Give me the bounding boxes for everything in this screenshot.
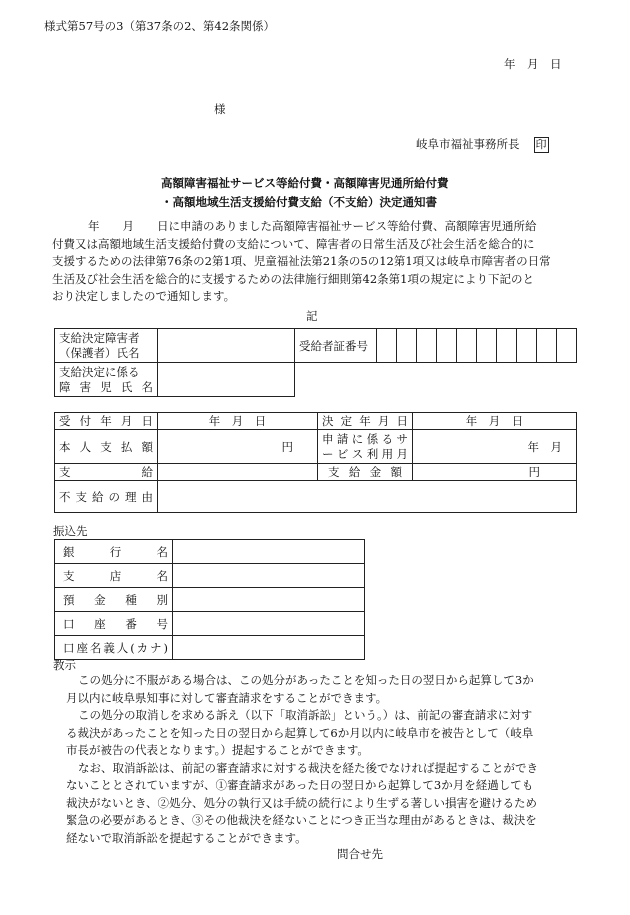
- bank-table: [54, 539, 365, 660]
- cert-digit[interactable]: [517, 329, 537, 363]
- body-line: 生活及び社会生活を総合的に支援するための法律施行細則第42条第1項の規定により下記のと: [52, 271, 534, 286]
- cert-digit[interactable]: [417, 329, 437, 363]
- decision-date-label: 決定年月日: [318, 413, 413, 430]
- seal-box: 印: [535, 138, 547, 151]
- notice-line: る裁決があったことを知った日の翌日から起算して6か月以内に岐阜市を被告として（岐阜: [66, 725, 534, 740]
- cert-digit[interactable]: [497, 329, 517, 363]
- account-number-field[interactable]: [173, 612, 365, 636]
- bank-heading: 振込先: [53, 524, 88, 538]
- issuer-name: 岐阜市福祉事務所長: [416, 137, 520, 151]
- account-holder-label: 口座名義人(カナ): [55, 636, 173, 660]
- notice-line: 裁決がないとき、②処分、処分の執行又は手続の続行により生ずる著しい損害を避けるため: [66, 795, 538, 810]
- child-name-label: 支給決定に係る 障害児氏名: [55, 363, 158, 397]
- decision-date-field[interactable]: 年 月 日: [413, 413, 577, 430]
- payment-field[interactable]: [158, 464, 318, 481]
- bank-name-label: 銀行名: [55, 540, 173, 564]
- account-type-label: 預金種別: [55, 588, 173, 612]
- reason-field[interactable]: [158, 481, 577, 513]
- cert-digit[interactable]: [377, 329, 397, 363]
- title-line-1: 高額障害福祉サービス等給付費・高額障害児通所給付費: [161, 176, 449, 190]
- branch-name-label: 支店名: [55, 564, 173, 588]
- child-name-field[interactable]: [158, 363, 295, 397]
- body-line: 付費又は高額地域生活支援給付費の支給について、障害者の日常生活及び社会生活を総合的に: [52, 236, 535, 251]
- service-month-field[interactable]: 年 月: [413, 430, 577, 464]
- addressee-suffix: 様: [214, 102, 226, 116]
- body-line: おり決定しましたので通知します。: [52, 289, 236, 303]
- notice-paragraph: [66, 672, 586, 847]
- recipient-table: [54, 328, 577, 397]
- self-pay-field[interactable]: 円: [158, 430, 318, 464]
- decision-table: [54, 412, 577, 513]
- notice-line: 市長が被告の代表となります。）提起することができます。: [66, 743, 369, 757]
- payment-amount-field[interactable]: 円: [413, 464, 577, 481]
- cert-digit[interactable]: [397, 329, 417, 363]
- notice-line: 月以内に岐阜県知事に対して審査請求をすることができます。: [66, 690, 388, 705]
- service-month-label: 申請に係るサ ービス利用月: [318, 430, 413, 464]
- cert-digit[interactable]: [557, 329, 577, 363]
- notice-line: ないこととされていますが、①審査請求があった日の翌日から起算して3か月を経過しても: [66, 778, 534, 792]
- notice-line: なお、取消訴訟は、前記の審査請求に対する裁決を経た後でなければ提起することができ: [78, 760, 538, 775]
- issue-date: 年 月 日: [504, 57, 562, 71]
- contact-label: 問合せ先: [337, 847, 383, 861]
- reason-label: 不支給の理由: [55, 481, 158, 513]
- recipient-name-field[interactable]: [158, 329, 295, 363]
- body-line: 支援するための法律第76条の2第1項、児童福祉法第21条の5の12第1項又は岐阜市障害者の日常: [52, 254, 551, 268]
- cert-number-label: 受給者証番号: [295, 329, 377, 363]
- notice-line: この処分に不服がある場合は、この処分があったことを知った日の翌日から起算して3か: [78, 673, 534, 687]
- cert-digit[interactable]: [457, 329, 477, 363]
- title-line-2: ・高額地域生活支援給付費支給（不支給）決定通知書: [161, 195, 437, 209]
- branch-name-field[interactable]: [173, 564, 365, 588]
- account-type-field[interactable]: [173, 588, 365, 612]
- self-pay-label: 本人支払額: [55, 430, 158, 464]
- cert-digit[interactable]: [437, 329, 457, 363]
- notice-line: 緊急の必要があるとき、③その他裁決を経ないことにつき正当な理由があるときは、裁決を: [66, 813, 537, 827]
- payment-amount-label: 支給金額: [318, 464, 413, 481]
- form-number: 様式第57号の3（第37条の2、第42条関係）: [44, 19, 276, 33]
- payment-label: 支 給: [55, 464, 158, 481]
- account-holder-field[interactable]: [173, 636, 365, 660]
- reception-date-label: 受付年月日: [55, 413, 158, 430]
- reception-date-field[interactable]: 年 月 日: [158, 413, 318, 430]
- account-number-label: 口座番号: [55, 612, 173, 636]
- notice-heading: 教示: [53, 658, 76, 672]
- ki-mark: 記: [306, 309, 318, 323]
- issuer: [416, 136, 549, 153]
- body-date-line: 年 月 日に申請のありました高額障害福祉サービス等給付費、高額障害児通所給: [88, 219, 537, 233]
- recipient-name-label: 支給決定障害者 （保護者）氏名: [55, 329, 158, 363]
- cert-digit[interactable]: [477, 329, 497, 363]
- bank-name-field[interactable]: [173, 540, 365, 564]
- notice-line: この処分の取消しを求める訴え（以下「取消訴訟」という。）は、前記の審査請求に対す: [78, 708, 533, 722]
- body-paragraph: [52, 218, 582, 306]
- notice-line: 経ないで取消訴訟を提起することができます。: [66, 830, 307, 845]
- cert-digit[interactable]: [537, 329, 557, 363]
